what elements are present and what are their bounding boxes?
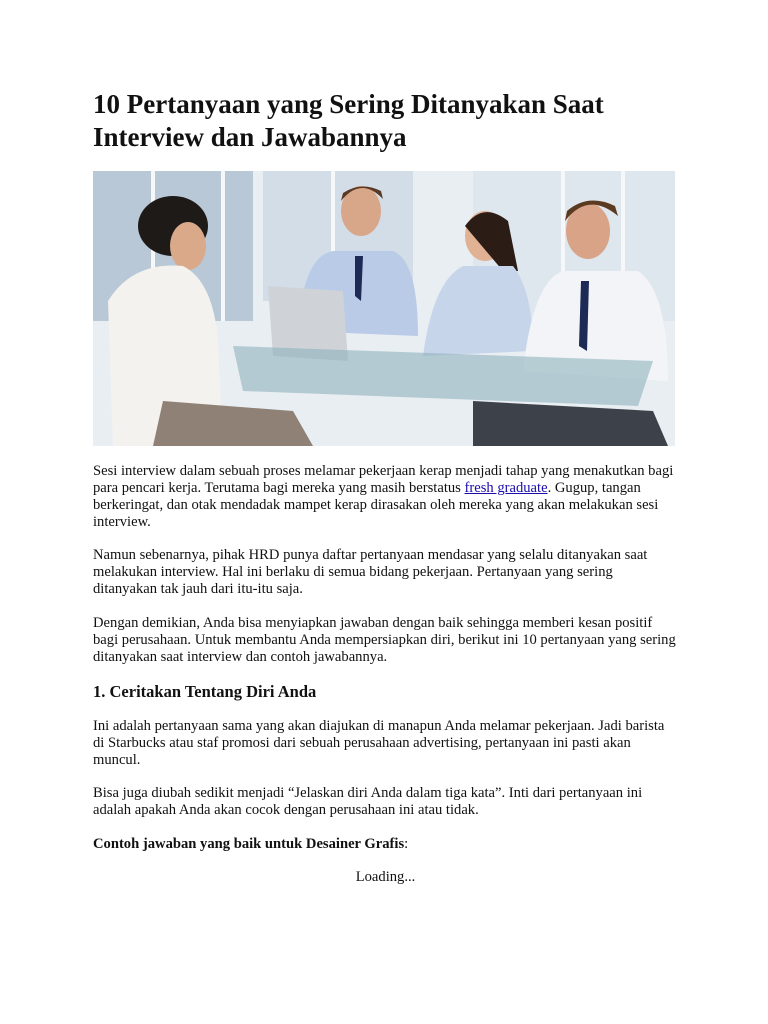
hrd-paragraph: Namun sebenarnya, pihak HRD punya daftar pertanyaan mendasar yang selalu ditanyakan saat melakukan interview. Hal ini berlaku di semua bidang pekerjaan. Pertanyaan yang sering ditanyakan tak jauh dari itu-itu saja. (93, 547, 648, 597)
fresh-graduate-link[interactable]: fresh graduate (464, 480, 548, 496)
section-paragraph-1: Ini adalah pertanyaan sama yang akan diajukan di manapun Anda melamar pekerjaan. Jadi barista di Starbucks atau staf promosi dari sebuah perusahaan advertising, pertanyaan ini pasti akan muncul. (93, 718, 665, 768)
page-title: 10 Pertanyaan yang Sering Ditanyakan Saat Interview dan Jawabannya (93, 89, 604, 152)
intro-paragraph (93, 463, 678, 531)
example-label (93, 836, 678, 853)
loading-text: Loading... (355, 869, 416, 885)
section-heading: 1. Ceritakan Tentang Diri Anda (93, 682, 317, 701)
example-colon: : (404, 836, 409, 852)
intro-text: Sesi interview dalam sebuah proses melamar pekerjaan kerap menjadi tahap yang menakutkan bagi para pencari kerja. Terutama bagi mereka yang masih berstatus (93, 463, 674, 496)
preparation-paragraph: Dengan demikian, Anda bisa menyiapkan jawaban dengan baik sehingga memberi kesan positif bagi perusahaan. Untuk membantu Anda mempersiapkan diri, berikut ini 10 pertanyaan yang sering ditanyakan saat interview dan contoh jawabannya. (93, 615, 676, 665)
section-paragraph-2: Bisa juga diubah sedikit menjadi “Jelaskan diri Anda dalam tiga kata”. Inti dari pertanyaan ini adalah apakah Anda akan cocok dengan perusahaan ini atau tidak. (93, 785, 643, 818)
example-label-text: Contoh jawaban yang baik untuk Desainer Grafis (93, 836, 405, 852)
interview-photo (93, 171, 675, 446)
intro-text-cont: . Gugup, tangan berkeringat, dan otak mendadak mampet kerap dirasakan oleh mereka yang akan melakukan sesi interview. (93, 480, 659, 530)
